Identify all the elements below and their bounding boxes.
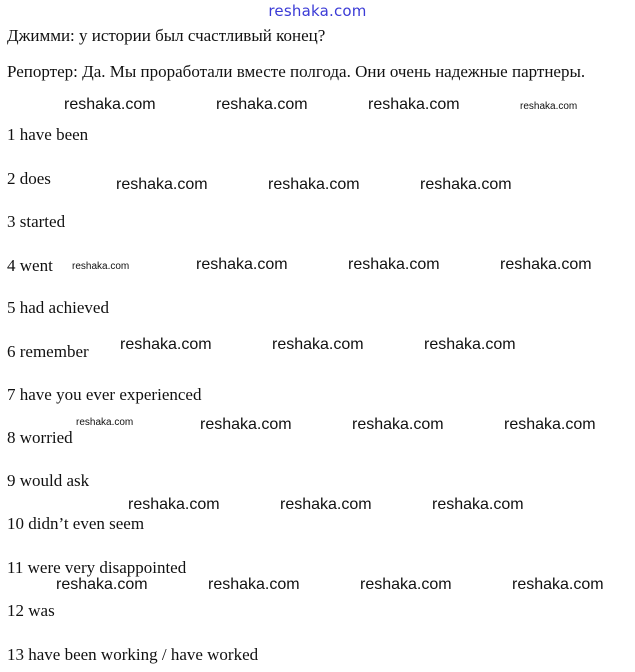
watermark: reshaka.com <box>432 496 524 513</box>
watermark: reshaka.com <box>72 261 130 272</box>
watermark: reshaka.com <box>520 101 578 112</box>
watermark: reshaka.com <box>76 417 134 428</box>
answer-item-6: 6 remember <box>7 342 89 361</box>
dialogue-line-reporter: Репортер: Да. Мы проработали вместе полгода. Они очень надежные партнеры. <box>7 62 586 81</box>
answer-item-7: 7 have you ever experienced <box>7 385 202 404</box>
watermark: reshaka.com <box>272 336 364 353</box>
answer-item-10: 10 didn’t even seem <box>7 514 145 533</box>
answer-item-5: 5 had achieved <box>7 298 109 317</box>
dialogue-line-jimmy: Джимми: у истории был счастливый конец? <box>7 26 326 45</box>
watermark: reshaka.com <box>500 256 592 273</box>
watermark: reshaka.com <box>208 576 300 593</box>
answer-item-13: 13 have been working / have worked <box>7 645 259 664</box>
watermark: reshaka.com <box>56 576 148 593</box>
watermark: reshaka.com <box>424 336 516 353</box>
watermark: reshaka.com <box>352 416 444 433</box>
answer-item-11: 11 were very disappointed <box>7 558 187 577</box>
watermark: reshaka.com <box>360 576 452 593</box>
answer-item-2: 2 does <box>7 169 51 188</box>
answer-item-9: 9 would ask <box>7 471 90 490</box>
watermark: reshaka.com <box>196 256 288 273</box>
site-link[interactable]: reshaka.com <box>268 2 367 20</box>
answer-item-3: 3 started <box>7 212 66 231</box>
watermark: reshaka.com <box>120 336 212 353</box>
watermark: reshaka.com <box>64 96 156 113</box>
watermark: reshaka.com <box>128 496 220 513</box>
answer-item-12: 12 was <box>7 601 55 620</box>
watermark: reshaka.com <box>268 176 360 193</box>
answer-item-4: 4 went <box>7 256 53 275</box>
watermark: reshaka.com <box>116 176 208 193</box>
watermark: reshaka.com <box>368 96 460 113</box>
watermark: reshaka.com <box>504 416 596 433</box>
watermark: reshaka.com <box>200 416 292 433</box>
watermark: reshaka.com <box>348 256 440 273</box>
answer-item-1: 1 have been <box>7 125 89 144</box>
watermark: reshaka.com <box>280 496 372 513</box>
watermark: reshaka.com <box>216 96 308 113</box>
watermark: reshaka.com <box>512 576 604 593</box>
watermark: reshaka.com <box>420 176 512 193</box>
answer-item-8: 8 worried <box>7 428 73 447</box>
